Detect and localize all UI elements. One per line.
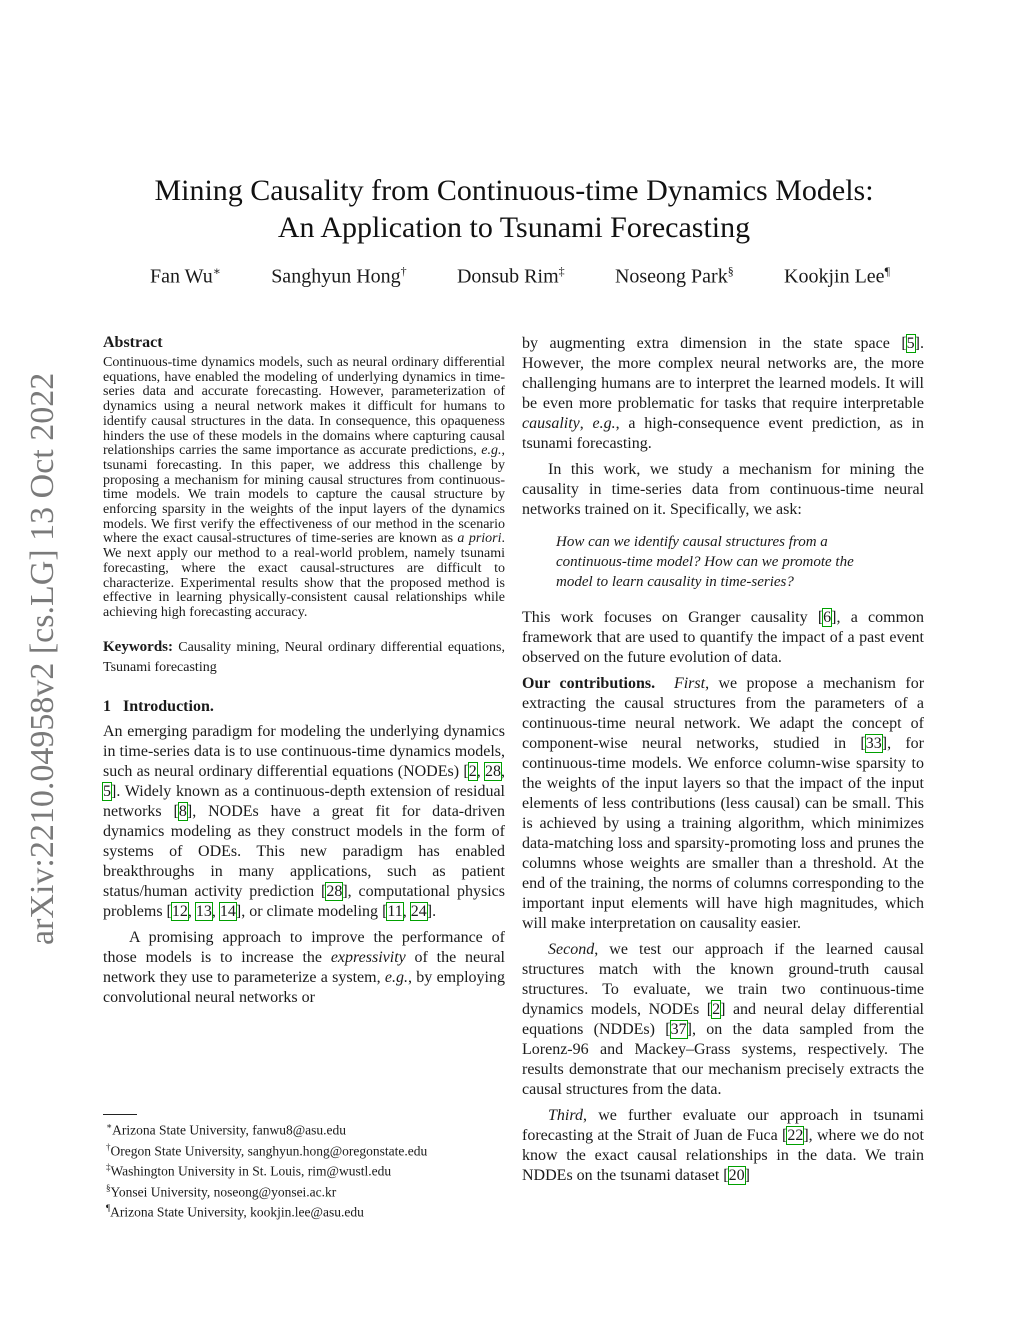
- citation-link[interactable]: 33: [865, 735, 882, 752]
- citation-link[interactable]: 14: [219, 902, 236, 920]
- left-column: [103, 334, 505, 1008]
- citation-link[interactable]: 8: [178, 802, 187, 820]
- footnote: ¶Arizona State University, kookjin.lee@asu.edu: [106, 1203, 364, 1220]
- footnote: †Oregon State University, sanghyun.hong@oregonstate.edu: [106, 1141, 428, 1158]
- citation-link[interactable]: 22: [787, 1127, 804, 1144]
- citation-link[interactable]: 37: [670, 1021, 687, 1038]
- right-column: [522, 334, 924, 1186]
- footnote: ∗Arizona State University, fanwu8@asu.edu: [106, 1121, 346, 1138]
- citation-link[interactable]: 5: [103, 782, 111, 800]
- citation-link[interactable]: 5: [906, 335, 915, 352]
- citation-link[interactable]: 2: [712, 1001, 721, 1018]
- citation-link[interactable]: 13: [195, 902, 212, 920]
- citation-link[interactable]: 24: [410, 902, 427, 920]
- abstract-text: Continuous-time dynamics models, such as neural ordinary differential equations, have enabled the modeling of underlying dynamics in time-series data and accurate forecasting. However, parameterization of dynamics using a neural network makes it difficult for humans to identify causal structures in the data. In consequence, this opaqueness hinders the use of these models in the domains where capturing causal relationships carries the same importance as accurate predictions, e.g., tsunami forecasting. In this paper, we address this challenge by proposing a mechanism for mining causal structures from continuous-time models. We train models to capture the causal structure by enforcing sparsity in the weights of the input layers of the dynamics models. We first verify the effectiveness of our method in the scenario where the exact causal-structures of time-series are known as a priori. We next apply our method to a real-world problem, namely tsunami forecasting, where the exact causal-structures are difficult to characterize. Experimental results show that the proposed method is effective in learning physically-consistent causal relationships while achieving high forecasting accuracy.: [103, 355, 505, 620]
- author: Donsub Rim‡: [456, 264, 565, 288]
- footnote-rule: [103, 1114, 137, 1115]
- keywords: Keywords: Causality mining, Neural ordinary differential equations, Tsunami forecasting: [103, 638, 505, 675]
- citation-link[interactable]: 6: [823, 609, 832, 626]
- citation-link[interactable]: 11: [387, 902, 403, 920]
- citation-link[interactable]: 28: [326, 882, 343, 900]
- abstract-heading: Abstract: [103, 334, 163, 351]
- title-line-2: An Application to Tsunami Forecasting: [277, 211, 751, 244]
- footnote: §Yonsei University, noseong@yonsei.ac.kr: [106, 1182, 337, 1199]
- citation-link[interactable]: 28: [485, 762, 502, 780]
- paragraph: This work focuses on Granger causality [6], a common framework that are used to quantify the impact of a past event observed on the future evolution of data.: [522, 609, 925, 666]
- paragraph: Third, we further evaluate our approach in tsunami forecasting at the Strait of Juan de Fuca [22], where we do not know the exact causal relationships in the data. We train NDDEs on the tsunami dataset [20]: [522, 1107, 924, 1184]
- citation-link[interactable]: 2: [468, 762, 477, 780]
- citation-link[interactable]: 12: [171, 902, 188, 920]
- arxiv-stamp: arXiv:2210.04958v2 [cs.LG] 13 Oct 2022: [24, 372, 61, 945]
- author: Fan Wu∗: [150, 264, 221, 288]
- research-question: How can we identify causal structures from a continuous-time model? How can we promote the model to learn causality in time-series?: [556, 534, 854, 590]
- title-line-1: Mining Causality from Continuous-time Dynamics Models:: [154, 174, 874, 207]
- author-list: [150, 264, 890, 289]
- paper-title: [104, 172, 924, 246]
- citation-link[interactable]: 20: [728, 1167, 745, 1184]
- intro-paragraph-2: A promising approach to improve the performance of those models is to increase the expressivity of the neural network they use to parameterize a system, e.g., by employing convolutional neural networks or: [103, 928, 506, 1006]
- paragraph: Second, we test our approach if the learned causal structures match with the known ground-truth causal structures. To evaluate, we train two continuous-time dynamics models, NODEs [2] and neural delay differential equations (NDDEs) [37], on the data sampled from the Lorenz-96 and Mackey–Grass systems, respectively. The results demonstrate that our mechanism precisely extracts the causal structures from the data.: [522, 941, 925, 1098]
- paragraph: In this work, we study a mechanism for mining the causality in time-series data from continuous-time neural networks trained on it. Specifically, we ask:: [522, 461, 924, 518]
- author: Sanghyun Hong†: [271, 264, 407, 288]
- author: Kookjin Lee¶: [784, 264, 890, 288]
- contributions-paragraph: Our contributions. First, we propose a mechanism for extracting the causal structures from the parameters of a continuous-time neural network. We adapt the concept of component-wise neural networks, studied in [33], for continuous-time models. We enforce column-wise sparsity to the weights of the input layers so that the impact of the input elements of less contributions (less causal) can be small. This is achieved by using a training algorithm, which minimizes data-matching loss and sparsity-promoting loss and prunes the columns whose weights are smaller than a threshold. At the end of the training, the norms of columns corresponding to the important input elements will have high magnitudes, which will make interpretation on causality easier.: [522, 675, 925, 932]
- author: Noseong Park§: [614, 264, 734, 288]
- footnotes: [106, 1118, 516, 1221]
- intro-body: [103, 722, 505, 1008]
- paragraph: by augmenting extra dimension in the state space [5]. However, the more complex neural networks are, the more challenging humans are to interpret the learned models. It will be even more problematic for tasks that require interpretable causality, e.g., a high-consequence event prediction, as in tsunami forecasting.: [522, 335, 924, 452]
- footnote: ‡Washington University in St. Louis, rim@wustl.edu: [106, 1162, 392, 1179]
- intro-paragraph-1: An emerging paradigm for modeling the underlying dynamics in time-series data is to use continuous-time dynamics models, such as neural ordinary differential equations (NODEs) [2, 28, 5]. Widely known as a continuous-depth extension of residual networks [8], NODEs have a great fit for data-driven dynamics modeling as they construct models in the form of systems of ODEs. This new paradigm has enabled breakthroughs in many applications, such as patient status/human activity prediction [28], computational physics problems [12, 13, 14], or climate modeling [11, 24].: [103, 722, 506, 920]
- section-heading: 1 Introduction.: [103, 697, 214, 715]
